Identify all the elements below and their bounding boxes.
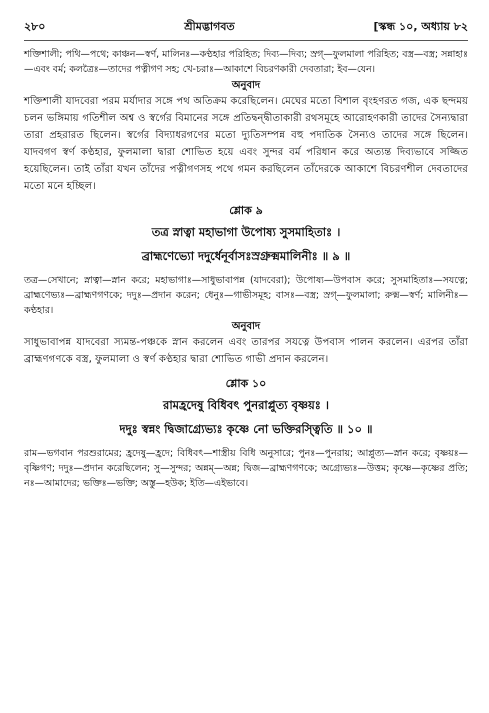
translation-heading: অনুবাদ [231, 321, 261, 332]
page-header [24, 18, 468, 41]
verse-heading: শ্লোক ৯ [229, 204, 263, 217]
book-page [24, 18, 468, 491]
book-title: শ্রীমদ্ভাগবত [184, 20, 235, 33]
translation-heading: অনুবাদ [231, 80, 261, 91]
chapter-reference: [স্কন্ধ ১০, অধ্যায় ৮২ [373, 20, 468, 33]
verse-line: তত্র স্নাত্বা মহাভাগা উপোষ্য সুসমাহিতাঃ । [151, 225, 341, 239]
synonyms-block: রাম—ভগবান পরশুরামের; হ্রদেষু—হ্রদে; বিধিবৎ—শাস্ত্রীয় বিধি অনুসারে; পুনঃ—পুনরায়; আপ্লুত্য—স্নান করে; বৃষ্ণয়ঃ—বৃষ্ণিগণ; দদুঃ—প্রদান করেছিলেন; সু—সুন্দর; অন্নম্‌—অন্ন; দ্বিজ—ব্রাহ্মণগণকে; অগ্র্যেভ্যঃ—উত্তম; কৃষ্ণে—কৃষ্ণের প্রতি; নঃ—আমাদের; ভক্তিঃ—ভক্তি; অস্তু—হউক; ইতি—এইভাবে। [24, 448, 468, 489]
translation-paragraph: সাধুভাবাপন্ন যাদবেরা স্যমন্ত-পঞ্চকে স্নান করলেন এবং তারপর সযত্নে উপবাস পালন করলেন। এরপর তাঁরা ব্রাহ্মণগণকে বস্ত্র, ফুলমালা ও স্বর্ণ কণ্ঠহার দ্বারা শোভিত গাভী প্রদান করলেন। [24, 337, 468, 365]
verse-line: দদুঃ স্বন্নং দ্বিজাগ্র্যেভ্যঃ কৃষ্ণে নো ভক্তিরস্ত্বিতি ॥ ১০ ॥ [119, 422, 373, 436]
verse-line: রামহ্রদেষু বিধিবৎ পুনরাপ্লুত্য বৃষ্ণয়ঃ । [163, 398, 329, 412]
verse-line: ব্রাহ্মণেভ্যো দদুর্ধেনূর্বাসঃস্রগ্রুক্মমালিনীঃ ॥ ৯ ॥ [141, 249, 351, 263]
verse-heading: শ্লোক ১০ [225, 377, 267, 390]
synonyms-block: শক্তিশালী; পথি—পথে; কাঞ্চন—স্বর্ণ, মালিনঃ—কণ্ঠহার পরিহিত; দিব্য—দিব্য; স্রগ্‌—ফুলমালা পরিহিত; বস্ত্র—বস্ত্র; সন্নাহাঃ—এবং বর্ম; কলত্রৈঃ—তাদের পত্নীগণ সহ; খে-চরাঃ—আকাশে বিচরণকারী দেবতারা; ইব—যেন। [24, 49, 468, 75]
synonyms-block: তত্র—সেখানে; স্নাত্বা—স্নান করে; মহাভাগাঃ—সাধুভাবাপন্ন (যাদবেরা); উপোষ্য—উপবাস করে; সুসমাহিতাঃ—সযত্নে; ব্রাহ্মণেভ্যঃ—ব্রাহ্মণগণকে; দদুঃ—প্রদান করেন; ধেনুঃ—গাভীসমূহ; বাসঃ—বস্ত্র; স্রগ্‌—ফুলমালা; রুক্ম—স্বর্ণ; মালিনীঃ—কণ্ঠহার। [24, 275, 468, 316]
page-number: ২৮০ [24, 20, 46, 33]
translation-paragraph: শক্তিশালী যাদবেরা পরম মর্যাদার সঙ্গে পথ অতিক্রম করেছিলেন। মেঘের মতো বিশাল বৃংহণরত গজ, এক ছন্দময় চলন ভঙ্গিমায় গতিশীল অশ্ব ও স্বর্গের বিমানের সঙ্গে প্রতিদ্বন্দ্বীতাকারী রথসমূহে আরোহণকারী তাদের সৈন্যদ্বারা তারা প্রহরারত ছিলেন। স্বর্গের বিদ্যাধরগণের মতো দ্যুতিসম্পন্ন বহু পদাতিক সৈন্যও তাদের সঙ্গে ছিলেন। যাদবগণ স্বর্ণ কণ্ঠহার, ফুলমালা দ্বারা শোভিত হয়ে এবং সুন্দর বর্ম পরিধান করে অত্যন্ত দিব্যভাবে সজ্জিত হয়েছিলেন। তাই তাঁরা যখন তাঁদের পত্নীগণসহ পথে গমন করছিলেন তাঁদেরকে আকাশে বিচরণশীল দেবতাদের মতো মনে হচ্ছিল। [24, 96, 468, 192]
